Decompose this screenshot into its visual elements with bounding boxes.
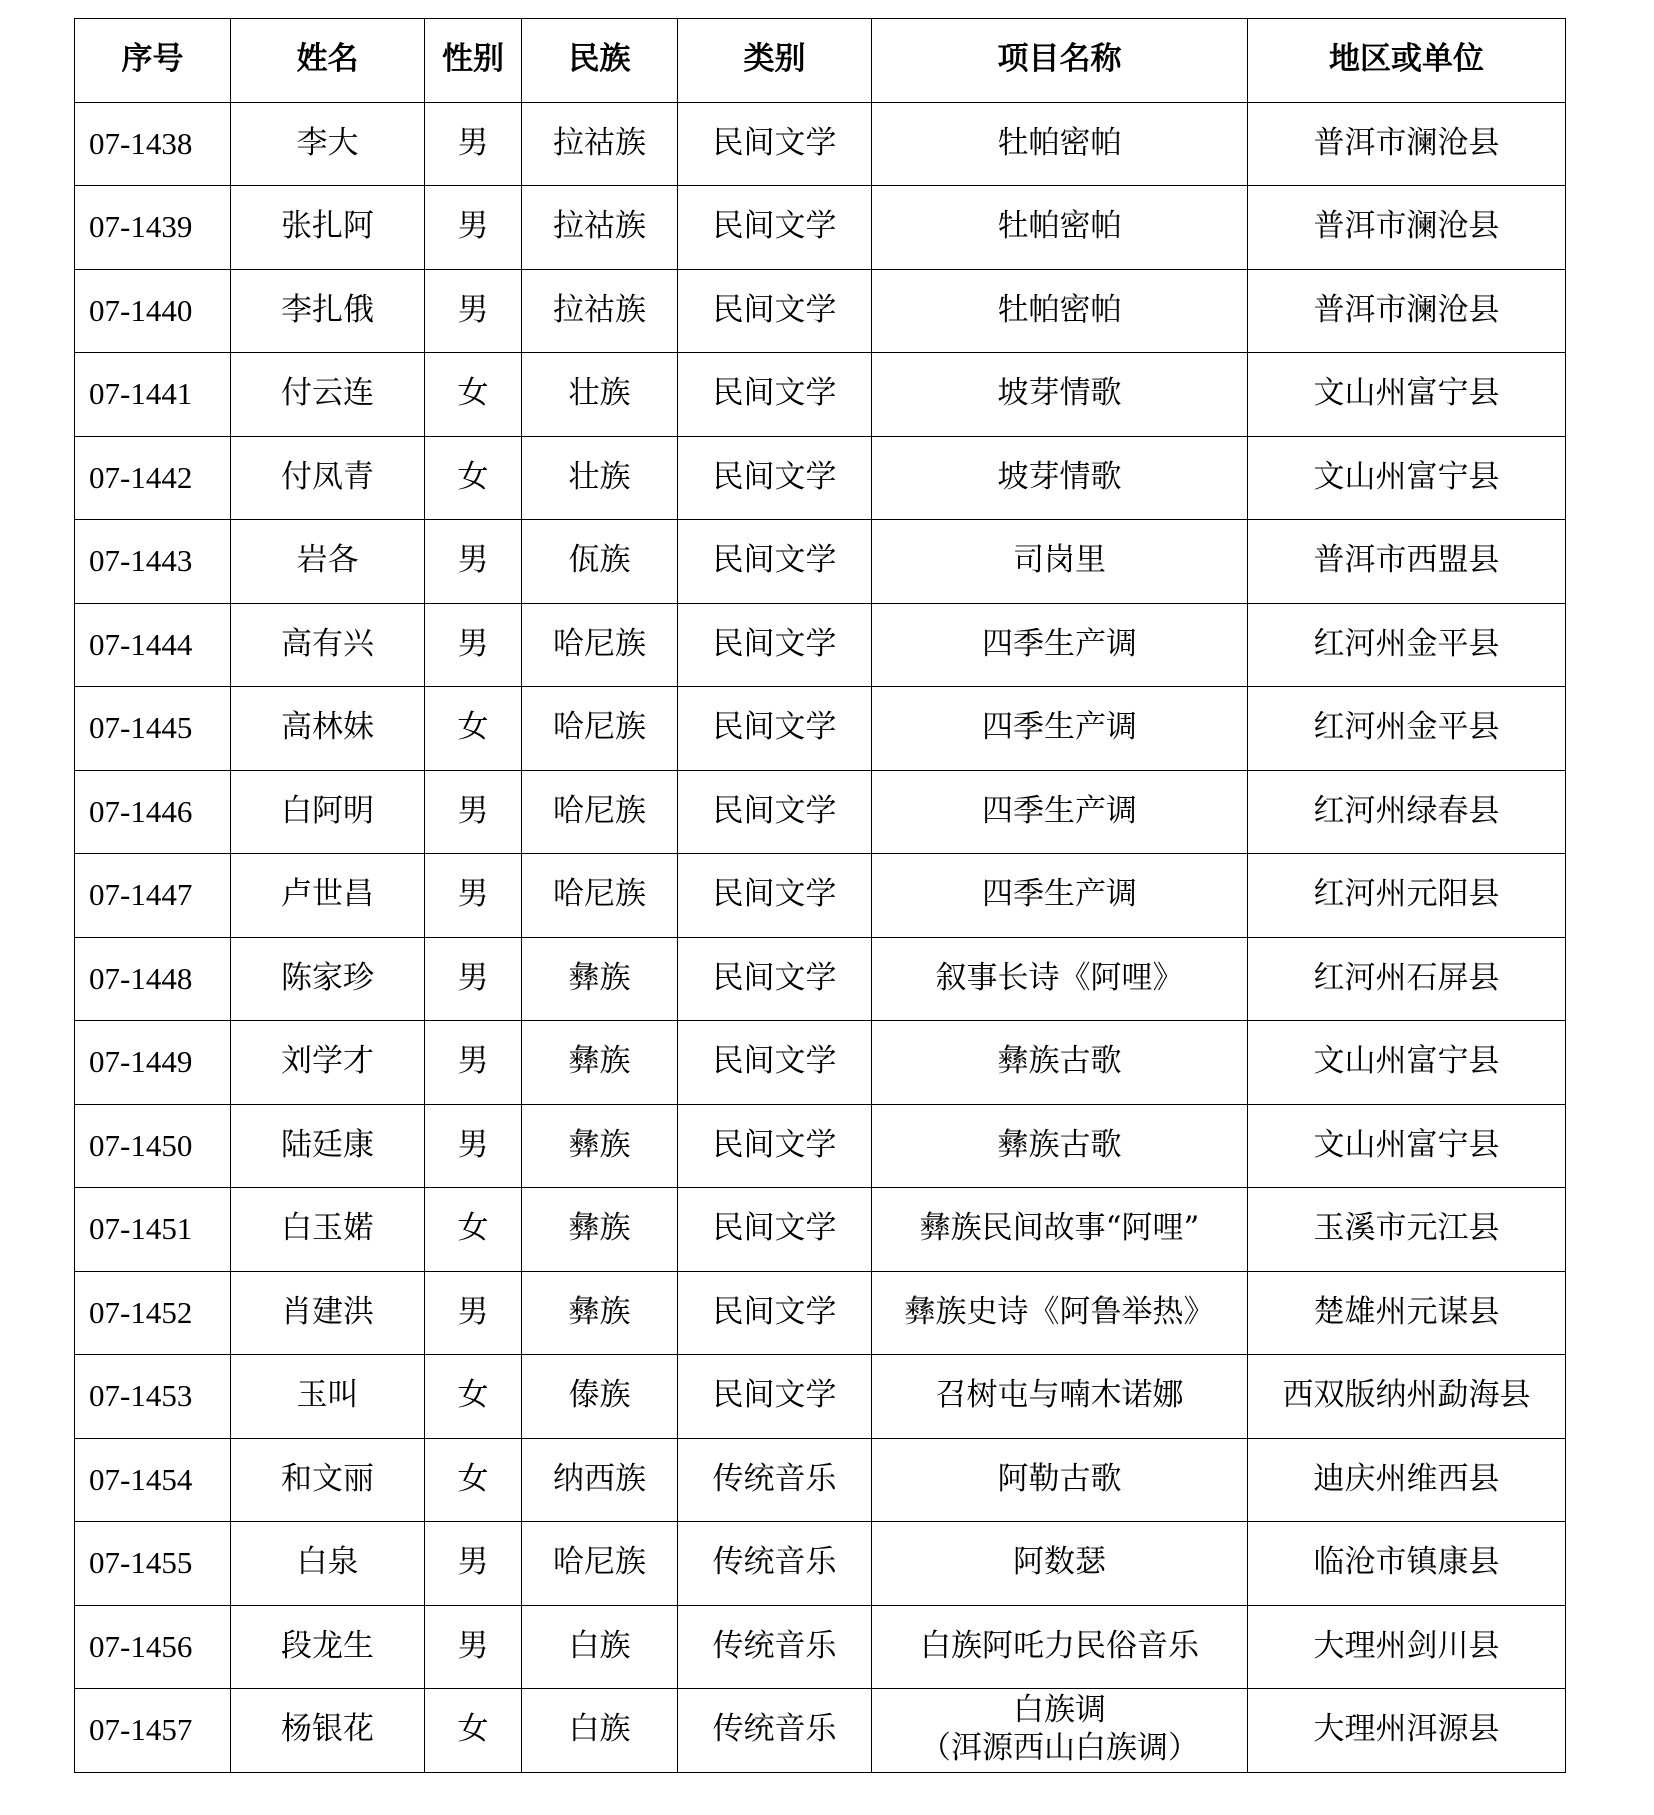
cell-gender: 女 bbox=[425, 436, 522, 520]
cell-name: 岩各 bbox=[231, 520, 425, 604]
cell-project-line: （洱源西山白族调） bbox=[920, 1730, 1199, 1767]
cell-gender: 男 bbox=[425, 269, 522, 353]
table-row bbox=[75, 1438, 1566, 1522]
cell-project: 彝族古歌 bbox=[872, 1021, 1248, 1105]
cell-id: 07-1449 bbox=[75, 1021, 231, 1105]
cell-name: 卢世昌 bbox=[231, 854, 425, 938]
cell-category: 民间文学 bbox=[678, 436, 872, 520]
cell-project: 司岗里 bbox=[872, 520, 1248, 604]
cell-project: 阿勒古歌 bbox=[872, 1438, 1248, 1522]
cell-id: 07-1440 bbox=[75, 269, 231, 353]
cell-category: 民间文学 bbox=[678, 937, 872, 1021]
cell-category: 民间文学 bbox=[678, 770, 872, 854]
cell-region: 文山州富宁县 bbox=[1248, 436, 1566, 520]
cell-category: 民间文学 bbox=[678, 353, 872, 437]
cell-region: 红河州绿春县 bbox=[1248, 770, 1566, 854]
cell-category: 民间文学 bbox=[678, 102, 872, 186]
cell-ethnicity: 哈尼族 bbox=[522, 1522, 678, 1606]
cell-project: 召树屯与喃木诺娜 bbox=[872, 1355, 1248, 1439]
cell-region: 红河州金平县 bbox=[1248, 603, 1566, 687]
cell-name: 肖建洪 bbox=[231, 1271, 425, 1355]
cell-category: 民间文学 bbox=[678, 603, 872, 687]
cell-id: 07-1450 bbox=[75, 1104, 231, 1188]
cell-id: 07-1457 bbox=[75, 1689, 231, 1773]
cell-ethnicity: 彝族 bbox=[522, 1104, 678, 1188]
cell-category: 民间文学 bbox=[678, 1271, 872, 1355]
cell-ethnicity: 拉祜族 bbox=[522, 269, 678, 353]
cell-id: 07-1455 bbox=[75, 1522, 231, 1606]
cell-name: 刘学才 bbox=[231, 1021, 425, 1105]
cell-name: 杨银花 bbox=[231, 1689, 425, 1773]
cell-ethnicity: 哈尼族 bbox=[522, 687, 678, 771]
cell-gender: 男 bbox=[425, 603, 522, 687]
inheritor-table bbox=[74, 18, 1566, 1773]
table-row bbox=[75, 186, 1566, 270]
cell-id: 07-1447 bbox=[75, 854, 231, 938]
cell-region: 大理州洱源县 bbox=[1248, 1689, 1566, 1773]
cell-gender: 男 bbox=[425, 1605, 522, 1689]
cell-name: 白阿明 bbox=[231, 770, 425, 854]
cell-gender: 男 bbox=[425, 854, 522, 938]
header-project: 项目名称 bbox=[872, 19, 1248, 103]
header-ethnicity: 民族 bbox=[522, 19, 678, 103]
cell-project: 彝族史诗《阿鲁举热》 bbox=[872, 1271, 1248, 1355]
cell-region: 红河州元阳县 bbox=[1248, 854, 1566, 938]
cell-gender: 男 bbox=[425, 520, 522, 604]
table-row bbox=[75, 854, 1566, 938]
cell-project: 牡帕密帕 bbox=[872, 269, 1248, 353]
cell-id: 07-1456 bbox=[75, 1605, 231, 1689]
cell-category: 传统音乐 bbox=[678, 1689, 872, 1773]
cell-ethnicity: 壮族 bbox=[522, 353, 678, 437]
table-row bbox=[75, 1689, 1566, 1773]
cell-gender: 女 bbox=[425, 1188, 522, 1272]
cell-ethnicity: 纳西族 bbox=[522, 1438, 678, 1522]
cell-id: 07-1442 bbox=[75, 436, 231, 520]
cell-gender: 女 bbox=[425, 1438, 522, 1522]
cell-project-line: 白族调 bbox=[1013, 1692, 1106, 1729]
cell-id: 07-1441 bbox=[75, 353, 231, 437]
cell-gender: 男 bbox=[425, 937, 522, 1021]
cell-ethnicity: 彝族 bbox=[522, 937, 678, 1021]
cell-gender: 女 bbox=[425, 353, 522, 437]
cell-project bbox=[872, 1689, 1248, 1773]
cell-region: 普洱市澜沧县 bbox=[1248, 102, 1566, 186]
cell-category: 传统音乐 bbox=[678, 1438, 872, 1522]
cell-region: 文山州富宁县 bbox=[1248, 1104, 1566, 1188]
cell-id: 07-1444 bbox=[75, 603, 231, 687]
cell-ethnicity: 拉祜族 bbox=[522, 186, 678, 270]
cell-category: 民间文学 bbox=[678, 854, 872, 938]
cell-category: 民间文学 bbox=[678, 269, 872, 353]
cell-region: 大理州剑川县 bbox=[1248, 1605, 1566, 1689]
cell-ethnicity: 佤族 bbox=[522, 520, 678, 604]
cell-project: 牡帕密帕 bbox=[872, 102, 1248, 186]
cell-region: 普洱市澜沧县 bbox=[1248, 186, 1566, 270]
cell-region: 玉溪市元江县 bbox=[1248, 1188, 1566, 1272]
header-row bbox=[75, 19, 1566, 103]
cell-id: 07-1451 bbox=[75, 1188, 231, 1272]
cell-region: 红河州金平县 bbox=[1248, 687, 1566, 771]
cell-id: 07-1452 bbox=[75, 1271, 231, 1355]
cell-category: 民间文学 bbox=[678, 687, 872, 771]
header-name: 姓名 bbox=[231, 19, 425, 103]
cell-name: 白泉 bbox=[231, 1522, 425, 1606]
cell-project: 四季生产调 bbox=[872, 603, 1248, 687]
cell-region: 迪庆州维西县 bbox=[1248, 1438, 1566, 1522]
cell-gender: 女 bbox=[425, 687, 522, 771]
cell-region: 西双版纳州勐海县 bbox=[1248, 1355, 1566, 1439]
cell-id: 07-1445 bbox=[75, 687, 231, 771]
cell-name: 玉叫 bbox=[231, 1355, 425, 1439]
cell-name: 李大 bbox=[231, 102, 425, 186]
cell-name: 李扎俄 bbox=[231, 269, 425, 353]
table-row bbox=[75, 353, 1566, 437]
cell-project: 坡芽情歌 bbox=[872, 436, 1248, 520]
table-row bbox=[75, 1188, 1566, 1272]
cell-name: 白玉婼 bbox=[231, 1188, 425, 1272]
cell-name: 高林妹 bbox=[231, 687, 425, 771]
cell-category: 传统音乐 bbox=[678, 1522, 872, 1606]
cell-id: 07-1454 bbox=[75, 1438, 231, 1522]
cell-id: 07-1443 bbox=[75, 520, 231, 604]
cell-project: 四季生产调 bbox=[872, 770, 1248, 854]
cell-ethnicity: 哈尼族 bbox=[522, 854, 678, 938]
cell-category: 民间文学 bbox=[678, 1355, 872, 1439]
cell-project: 彝族民间故事“阿哩” bbox=[872, 1188, 1248, 1272]
cell-category: 民间文学 bbox=[678, 1188, 872, 1272]
table-row bbox=[75, 770, 1566, 854]
cell-region: 临沧市镇康县 bbox=[1248, 1522, 1566, 1606]
cell-ethnicity: 白族 bbox=[522, 1605, 678, 1689]
cell-project: 彝族古歌 bbox=[872, 1104, 1248, 1188]
cell-region: 普洱市澜沧县 bbox=[1248, 269, 1566, 353]
cell-gender: 男 bbox=[425, 186, 522, 270]
cell-gender: 女 bbox=[425, 1689, 522, 1773]
cell-category: 民间文学 bbox=[678, 1021, 872, 1105]
table-row bbox=[75, 436, 1566, 520]
cell-ethnicity: 哈尼族 bbox=[522, 770, 678, 854]
cell-id: 07-1448 bbox=[75, 937, 231, 1021]
cell-project: 白族阿吒力民俗音乐 bbox=[872, 1605, 1248, 1689]
cell-name: 陆廷康 bbox=[231, 1104, 425, 1188]
cell-ethnicity: 彝族 bbox=[522, 1271, 678, 1355]
cell-project: 牡帕密帕 bbox=[872, 186, 1248, 270]
table-header bbox=[75, 19, 1566, 103]
table-row bbox=[75, 269, 1566, 353]
cell-id: 07-1453 bbox=[75, 1355, 231, 1439]
cell-name: 付云连 bbox=[231, 353, 425, 437]
cell-name: 高有兴 bbox=[231, 603, 425, 687]
cell-gender: 男 bbox=[425, 1104, 522, 1188]
cell-project: 四季生产调 bbox=[872, 687, 1248, 771]
cell-ethnicity: 傣族 bbox=[522, 1355, 678, 1439]
table-row bbox=[75, 1605, 1566, 1689]
cell-name: 张扎阿 bbox=[231, 186, 425, 270]
cell-ethnicity: 壮族 bbox=[522, 436, 678, 520]
table-row bbox=[75, 1271, 1566, 1355]
cell-gender: 男 bbox=[425, 770, 522, 854]
cell-gender: 男 bbox=[425, 1522, 522, 1606]
header-category: 类别 bbox=[678, 19, 872, 103]
cell-project: 阿数瑟 bbox=[872, 1522, 1248, 1606]
table-row bbox=[75, 1021, 1566, 1105]
cell-region: 文山州富宁县 bbox=[1248, 353, 1566, 437]
table-body bbox=[75, 102, 1566, 1772]
cell-gender: 男 bbox=[425, 1271, 522, 1355]
header-id: 序号 bbox=[75, 19, 231, 103]
cell-name: 付凤青 bbox=[231, 436, 425, 520]
cell-ethnicity: 哈尼族 bbox=[522, 603, 678, 687]
table-row bbox=[75, 1104, 1566, 1188]
cell-id: 07-1438 bbox=[75, 102, 231, 186]
table-row bbox=[75, 937, 1566, 1021]
cell-id: 07-1446 bbox=[75, 770, 231, 854]
table-row bbox=[75, 687, 1566, 771]
table-row bbox=[75, 1522, 1566, 1606]
cell-gender: 男 bbox=[425, 1021, 522, 1105]
table-row bbox=[75, 603, 1566, 687]
cell-project: 叙事长诗《阿哩》 bbox=[872, 937, 1248, 1021]
cell-category: 民间文学 bbox=[678, 1104, 872, 1188]
table-row bbox=[75, 102, 1566, 186]
cell-region: 楚雄州元谋县 bbox=[1248, 1271, 1566, 1355]
cell-project: 四季生产调 bbox=[872, 854, 1248, 938]
cell-category: 民间文学 bbox=[678, 186, 872, 270]
cell-project: 坡芽情歌 bbox=[872, 353, 1248, 437]
table-row bbox=[75, 1355, 1566, 1439]
cell-region: 文山州富宁县 bbox=[1248, 1021, 1566, 1105]
cell-id: 07-1439 bbox=[75, 186, 231, 270]
cell-region: 红河州石屏县 bbox=[1248, 937, 1566, 1021]
table-row bbox=[75, 520, 1566, 604]
cell-ethnicity: 拉祜族 bbox=[522, 102, 678, 186]
cell-gender: 女 bbox=[425, 1355, 522, 1439]
cell-gender: 男 bbox=[425, 102, 522, 186]
cell-region: 普洱市西盟县 bbox=[1248, 520, 1566, 604]
cell-ethnicity: 白族 bbox=[522, 1689, 678, 1773]
cell-name: 段龙生 bbox=[231, 1605, 425, 1689]
cell-category: 民间文学 bbox=[678, 520, 872, 604]
cell-name: 和文丽 bbox=[231, 1438, 425, 1522]
header-region: 地区或单位 bbox=[1248, 19, 1566, 103]
cell-name: 陈家珍 bbox=[231, 937, 425, 1021]
document-page bbox=[74, 18, 1565, 1773]
cell-ethnicity: 彝族 bbox=[522, 1021, 678, 1105]
header-gender: 性别 bbox=[425, 19, 522, 103]
cell-category: 传统音乐 bbox=[678, 1605, 872, 1689]
cell-ethnicity: 彝族 bbox=[522, 1188, 678, 1272]
